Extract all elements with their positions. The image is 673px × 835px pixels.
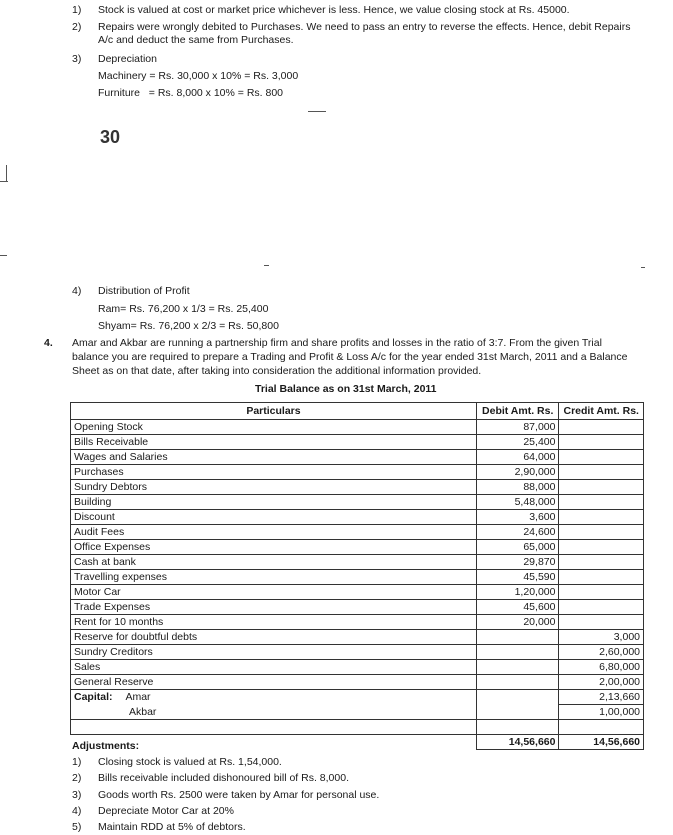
credit-cell [559,585,644,600]
total-debit: 14,56,660 [476,735,559,750]
debit-cell: 20,000 [476,615,559,630]
debit-cell [476,660,559,675]
table-row [71,540,644,555]
list-number: 4) [72,285,82,297]
list-number: 1) [72,756,82,768]
debit-cell: 5,48,000 [476,495,559,510]
list-text: Depreciation [98,53,157,65]
particulars-cell: Bills Receivable [71,435,477,450]
table-row [71,465,644,480]
debit-cell: 25,400 [476,435,559,450]
particulars-cell: Opening Stock [71,420,477,435]
credit-cell [559,420,644,435]
particulars-cell: Cash at bank [71,555,477,570]
spacer-cell [559,720,644,735]
page-edge-mark [6,165,7,182]
debit-cell [476,630,559,645]
capital-amar: Amar [125,691,151,704]
table-row [71,585,644,600]
header-debit: Debit Amt. Rs. [476,403,559,420]
particulars-cell: Sundry Debtors [71,480,477,495]
list-text: Stock is valued at cost or market price whichever is less. Hence, we value closing stock at Rs. 45000. [98,4,570,16]
capital-label: Capital: [74,691,113,704]
table-row [71,675,644,690]
stray-mark [308,111,326,112]
capital-row-amar [71,690,644,705]
credit-cell: 3,000 [559,630,644,645]
credit-cell [559,480,644,495]
credit-cell [559,615,644,630]
table-row [71,420,644,435]
debit-cell: 64,000 [476,450,559,465]
credit-cell [559,555,644,570]
question-text-line: Amar and Akbar are running a partnership firm and share profits and losses in the ratio of 3:7. From the given Trial [72,337,602,349]
credit-cell [559,600,644,615]
credit-cell [559,525,644,540]
header-credit: Credit Amt. Rs. [559,403,644,420]
particulars-cell: Discount [71,510,477,525]
distribution-title: Distribution of Profit [98,285,190,297]
table-row [71,615,644,630]
credit-cell: 1,00,000 [559,705,644,720]
stray-mark [264,265,269,266]
adjustment-text: Depreciate Motor Car at 20% [98,805,234,817]
particulars-cell: Purchases [71,465,477,480]
table-row [71,435,644,450]
credit-cell [559,540,644,555]
table-row [71,660,644,675]
credit-cell [559,510,644,525]
adjustment-text: Closing stock is valued at Rs. 1,54,000. [98,756,282,768]
particulars-cell: Travelling expenses [71,570,477,585]
debit-cell: 65,000 [476,540,559,555]
table-row [71,555,644,570]
list-number: 5) [72,821,82,833]
credit-cell: 2,60,000 [559,645,644,660]
debit-cell [476,690,559,705]
particulars-cell: Sundry Creditors [71,645,477,660]
page-number: 30 [100,127,121,147]
debit-cell: 87,000 [476,420,559,435]
debit-cell: 45,600 [476,600,559,615]
credit-cell: 2,13,660 [559,690,644,705]
credit-cell [559,570,644,585]
table-body [71,420,644,690]
table-row [71,480,644,495]
table-row [71,600,644,615]
depreciation-machinery: Machinery = Rs. 30,000 x 10% = Rs. 3,000 [98,70,299,82]
adjustments-title: Adjustments: [72,740,140,752]
particulars-cell: Wages and Salaries [71,450,477,465]
question-number: 4. [44,337,53,349]
debit-cell: 3,600 [476,510,559,525]
debit-cell: 45,590 [476,570,559,585]
list-text: Repairs were wrongly debited to Purchases. We need to pass an entry to reverse the effects. Hence, debit Repairs [98,21,631,33]
capital-cell [71,690,477,705]
trial-balance-table [70,402,644,750]
particulars-cell: Reserve for doubtful debts [71,630,477,645]
table-title: Trial Balance as on 31st March, 2011 [255,383,437,395]
debit-cell [476,645,559,660]
adjustment-text: Maintain RDD at 5% of debtors. [98,821,246,833]
debit-cell: 29,870 [476,555,559,570]
particulars-cell: Building [71,495,477,510]
list-number: 1) [72,4,82,16]
credit-cell [559,450,644,465]
list-number: 2) [72,772,82,784]
table-row [71,630,644,645]
header-particulars: Particulars [71,403,477,420]
table-header-row [71,403,644,420]
debit-cell: 88,000 [476,480,559,495]
spacer-cell [476,720,559,735]
question-text-line: Sheet as on that date, after taking into consideration the additional information provided. [72,365,482,377]
spacer-cell [71,720,477,735]
depreciation-furniture: Furniture = Rs. 8,000 x 10% = Rs. 800 [98,87,284,99]
question-text-line: balance you are required to prepare a Trading and Profit & Loss A/c for the year ended 31st March, 2011 and a Balance [72,351,628,363]
credit-cell [559,465,644,480]
particulars-cell: Office Expenses [71,540,477,555]
table-row [71,495,644,510]
table-row [71,570,644,585]
particulars-cell: Audit Fees [71,525,477,540]
table-row [71,450,644,465]
total-row [71,735,644,750]
credit-cell: 2,00,000 [559,675,644,690]
capital-row-akbar [71,705,644,720]
adjustment-text: Goods worth Rs. 2500 were taken by Amar for personal use. [98,789,380,801]
debit-cell [476,705,559,720]
distribution-shyam: Shyam= Rs. 76,200 x 2/3 = Rs. 50,800 [98,320,279,332]
stray-mark [641,267,645,268]
spacer-row [71,720,644,735]
distribution-ram: Ram= Rs. 76,200 x 1/3 = Rs. 25,400 [98,303,269,315]
particulars-cell: Rent for 10 months [71,615,477,630]
list-number: 2) [72,21,82,33]
particulars-cell: Motor Car [71,585,477,600]
page-edge-mark [0,181,8,182]
capital-akbar: Akbar [129,705,157,718]
debit-cell: 2,90,000 [476,465,559,480]
credit-cell [559,495,644,510]
adjustment-text: Bills receivable included dishonoured bill of Rs. 8,000. [98,772,349,784]
total-credit: 14,56,660 [559,735,644,750]
table-row [71,645,644,660]
debit-cell [476,675,559,690]
particulars-cell: Trade Expenses [71,600,477,615]
list-text-continued: A/c and deduct the same from Purchases. [98,34,294,46]
table-row [71,510,644,525]
capital-cell [71,705,477,720]
debit-cell: 1,20,000 [476,585,559,600]
list-number: 4) [72,805,82,817]
list-number: 3) [72,53,82,65]
particulars-cell: General Reserve [71,675,477,690]
debit-cell: 24,600 [476,525,559,540]
particulars-cell: Sales [71,660,477,675]
credit-cell [559,435,644,450]
table-row [71,525,644,540]
list-number: 3) [72,789,82,801]
page-edge-mark [0,255,7,256]
credit-cell: 6,80,000 [559,660,644,675]
